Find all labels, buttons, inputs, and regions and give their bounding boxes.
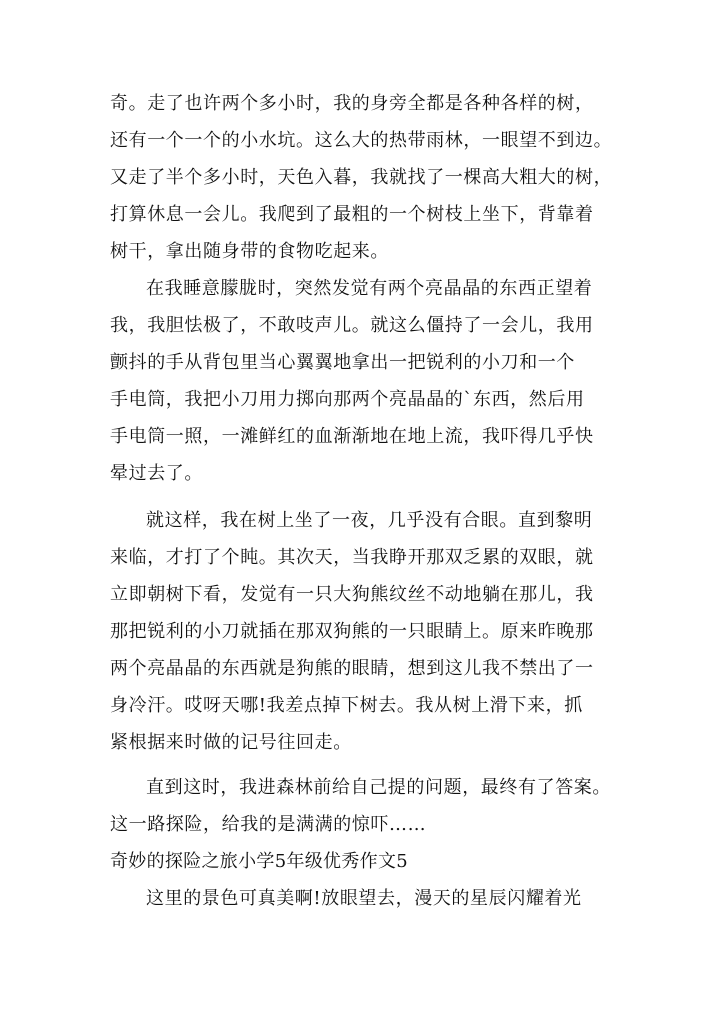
- text-line-9: 手电筒，我把小刀用力掷向那两个亮晶晶的`东西，然后用: [110, 389, 585, 410]
- text-line-20: 这一路探险，给我的是满满的惊吓……: [110, 814, 427, 835]
- text-line-13: 来临，才打了个盹。其次天，当我睁开那双乏累的双眼，就: [110, 547, 594, 568]
- text-line-5: 树干，拿出随身带的食物吃起来。: [110, 241, 389, 262]
- paragraph-2-first-line: 在我睡意朦胧时，突然发觉有两个亮晶晶的东西正望着: [146, 278, 593, 299]
- text-line-8: 颤抖的手从背包里当心翼翼地拿出一把锐利的小刀和一个: [110, 352, 575, 373]
- paragraph-4-first-line: 直到这时，我进森林前给自己提的问题，最终有了答案。: [146, 777, 611, 798]
- text-line-7: 我，我胆怯极了，不敢吱声儿。就这么僵持了一会儿，我用: [110, 315, 594, 336]
- paragraph-3-first-line: 就这样，我在树上坐了一夜，几乎没有合眼。直到黎明: [146, 510, 593, 531]
- text-line-2: 还有一个一个的小水坑。这么大的热带雨林，一眼望不到边。: [110, 130, 613, 151]
- text-line-3: 又走了半个多小时，天色入暮，我就找了一棵高大粗大的树，: [110, 167, 613, 188]
- text-line-15: 那把锐利的小刀就插在那双狗熊的一只眼睛上。原来昨晚那: [110, 621, 594, 642]
- text-line-18: 紧根据来时做的记号往回走。: [110, 732, 352, 753]
- text-line-4: 打算休息一会儿。我爬到了最粗的一个树枝上坐下，背靠着: [110, 204, 594, 225]
- text-line-17: 身冷汗。哎呀天哪!我差点掉下树去。我从树上滑下来，抓: [110, 695, 583, 716]
- text-line-16: 两个亮晶晶的东西就是狗熊的眼睛，想到这儿我不禁出了一: [110, 658, 594, 679]
- text-line-1: 奇。走了也许两个多小时，我的身旁全都是各种各样的树，: [110, 93, 594, 114]
- text-line-14: 立即朝树下看，发觉有一只大狗熊纹丝不动地躺在那儿，我: [110, 584, 594, 605]
- paragraph-5-first-line: 这里的景色可真美啊!放眼望去，漫天的星辰闪耀着光: [146, 888, 582, 909]
- text-line-11: 晕过去了。: [110, 463, 203, 484]
- text-line-10: 手电筒一照，一滩鲜红的血渐渐地在地上流，我吓得几乎快: [110, 426, 594, 447]
- section-heading: 奇妙的探险之旅小学5年级优秀作文5: [110, 851, 409, 872]
